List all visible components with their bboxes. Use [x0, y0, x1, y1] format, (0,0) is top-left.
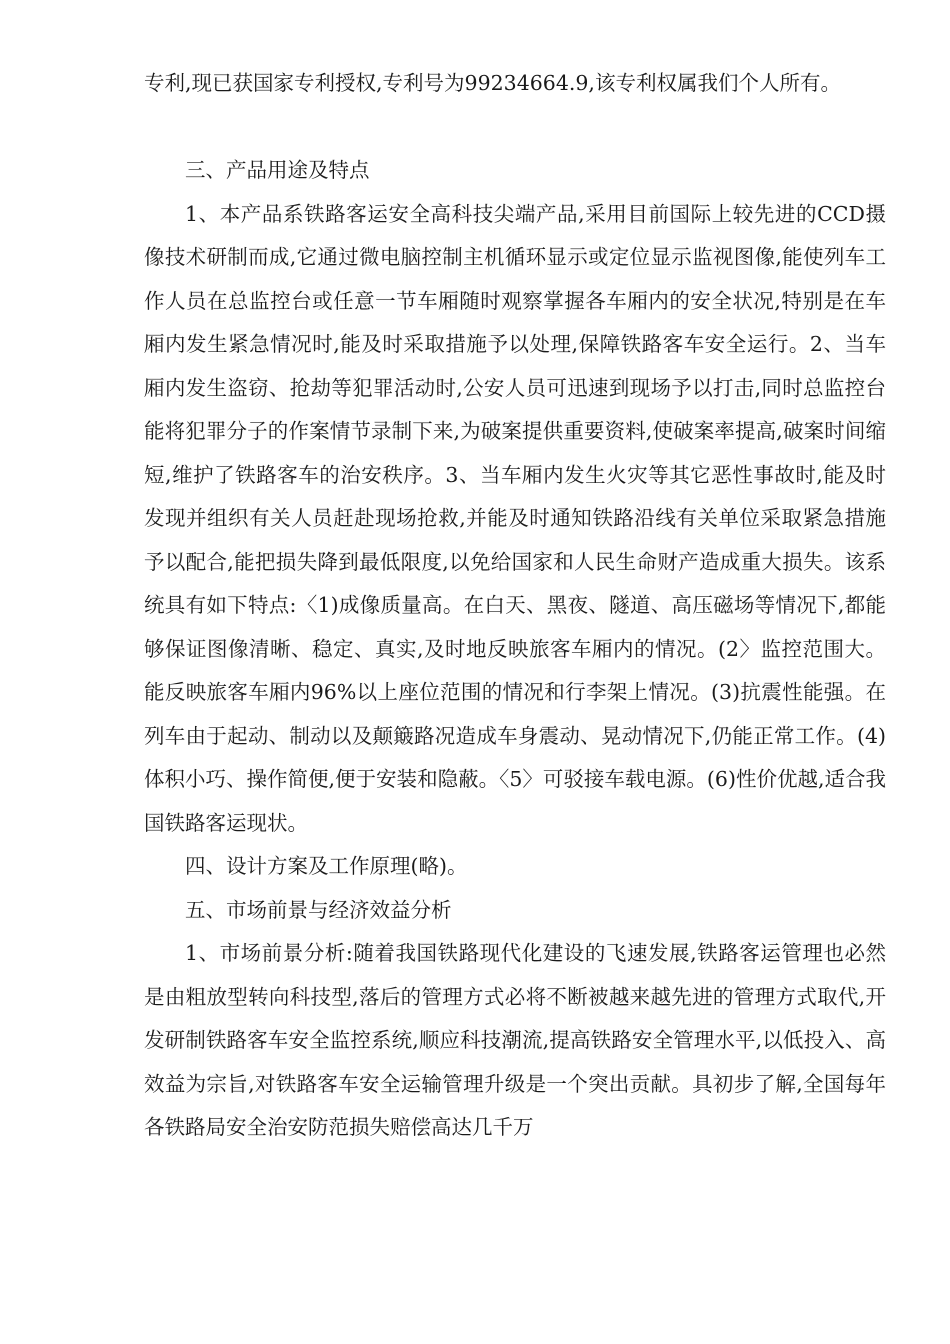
- paragraph-market-analysis: 1、市场前景分析:随着我国铁路现代化建设的飞速发展,铁路客运管理也必然是由粗放型转向科技型,落后的管理方式必将不断被越来越先进的管理方式取代,开发研制铁路客车安全监控系统,顺应科技潮流,提高铁路安全管理水平,以低投入、高效益为宗旨,对铁路客车安全运输管理升级是一个突出贡献。具初步了解,全国每年各铁路局安全治安防范损失赔偿高达几千万: [144, 941, 886, 1139]
- paragraph-product-features: 1、本产品系铁路客运安全高科技尖端产品,采用目前国际上较先进的CCD摄像技术研制而成,它通过微电脑控制主机循环显示或定位显示监视图像,能使列车工作人员在总监控台或任意一节车厢随时观察掌握各车厢内的安全状况,特别是在车厢内发生紧急情况时,能及时采取措施予以处理,保障铁路客车安全运行。2、当车厢内发生盗窃、抢劫等犯罪活动时,公安人员可迅速到现场予以打击,同时总监控台能将犯罪分子的作案情节录制下来,为破案提供重要资料,使破案率提高,破案时间缩短,维护了铁路客车的治安秩序。3、当车厢内发生火灾等其它恶性事故时,能及时发现并组织有关人员赶赴现场抢救,并能及时通知铁路沿线有关单位采取紧急措施予以配合,能把损失降到最低限度,以免给国家和人民生命财产造成重大损失。该系统具有如下特点:〈1)成像质量高。在白天、黑夜、隧道、高压磁场等情况下,都能够保证图像清晰、稳定、真实,及时地反映旅客车厢内的情况。(2〉监控范围大。能反映旅客车厢内96%以上座位范围的情况和行李架上情况。(3)抗震性能强。在列车由于起动、制动以及颠簸路况造成车身震动、晃动情况下,仍能正常工作。(4)体积小巧、操作简便,便于安装和隐蔽。〈5〉可驳接车载电源。(6)性价优越,适合我国铁路客运现状。: [144, 201, 886, 835]
- paragraph-patent-continuation: 专利,现已获国家专利授权,专利号为99234664.9,该专利权属我们个人所有。: [144, 71, 841, 95]
- document-body: [144, 62, 886, 1150]
- section-heading-design: 四、设计方案及工作原理(略)。: [185, 854, 468, 878]
- section-heading-product-use: 三、产品用途及特点: [185, 158, 370, 182]
- section-heading-market: 五、市场前景与经济效益分析: [185, 897, 452, 922]
- paragraph-spacer: [144, 106, 886, 150]
